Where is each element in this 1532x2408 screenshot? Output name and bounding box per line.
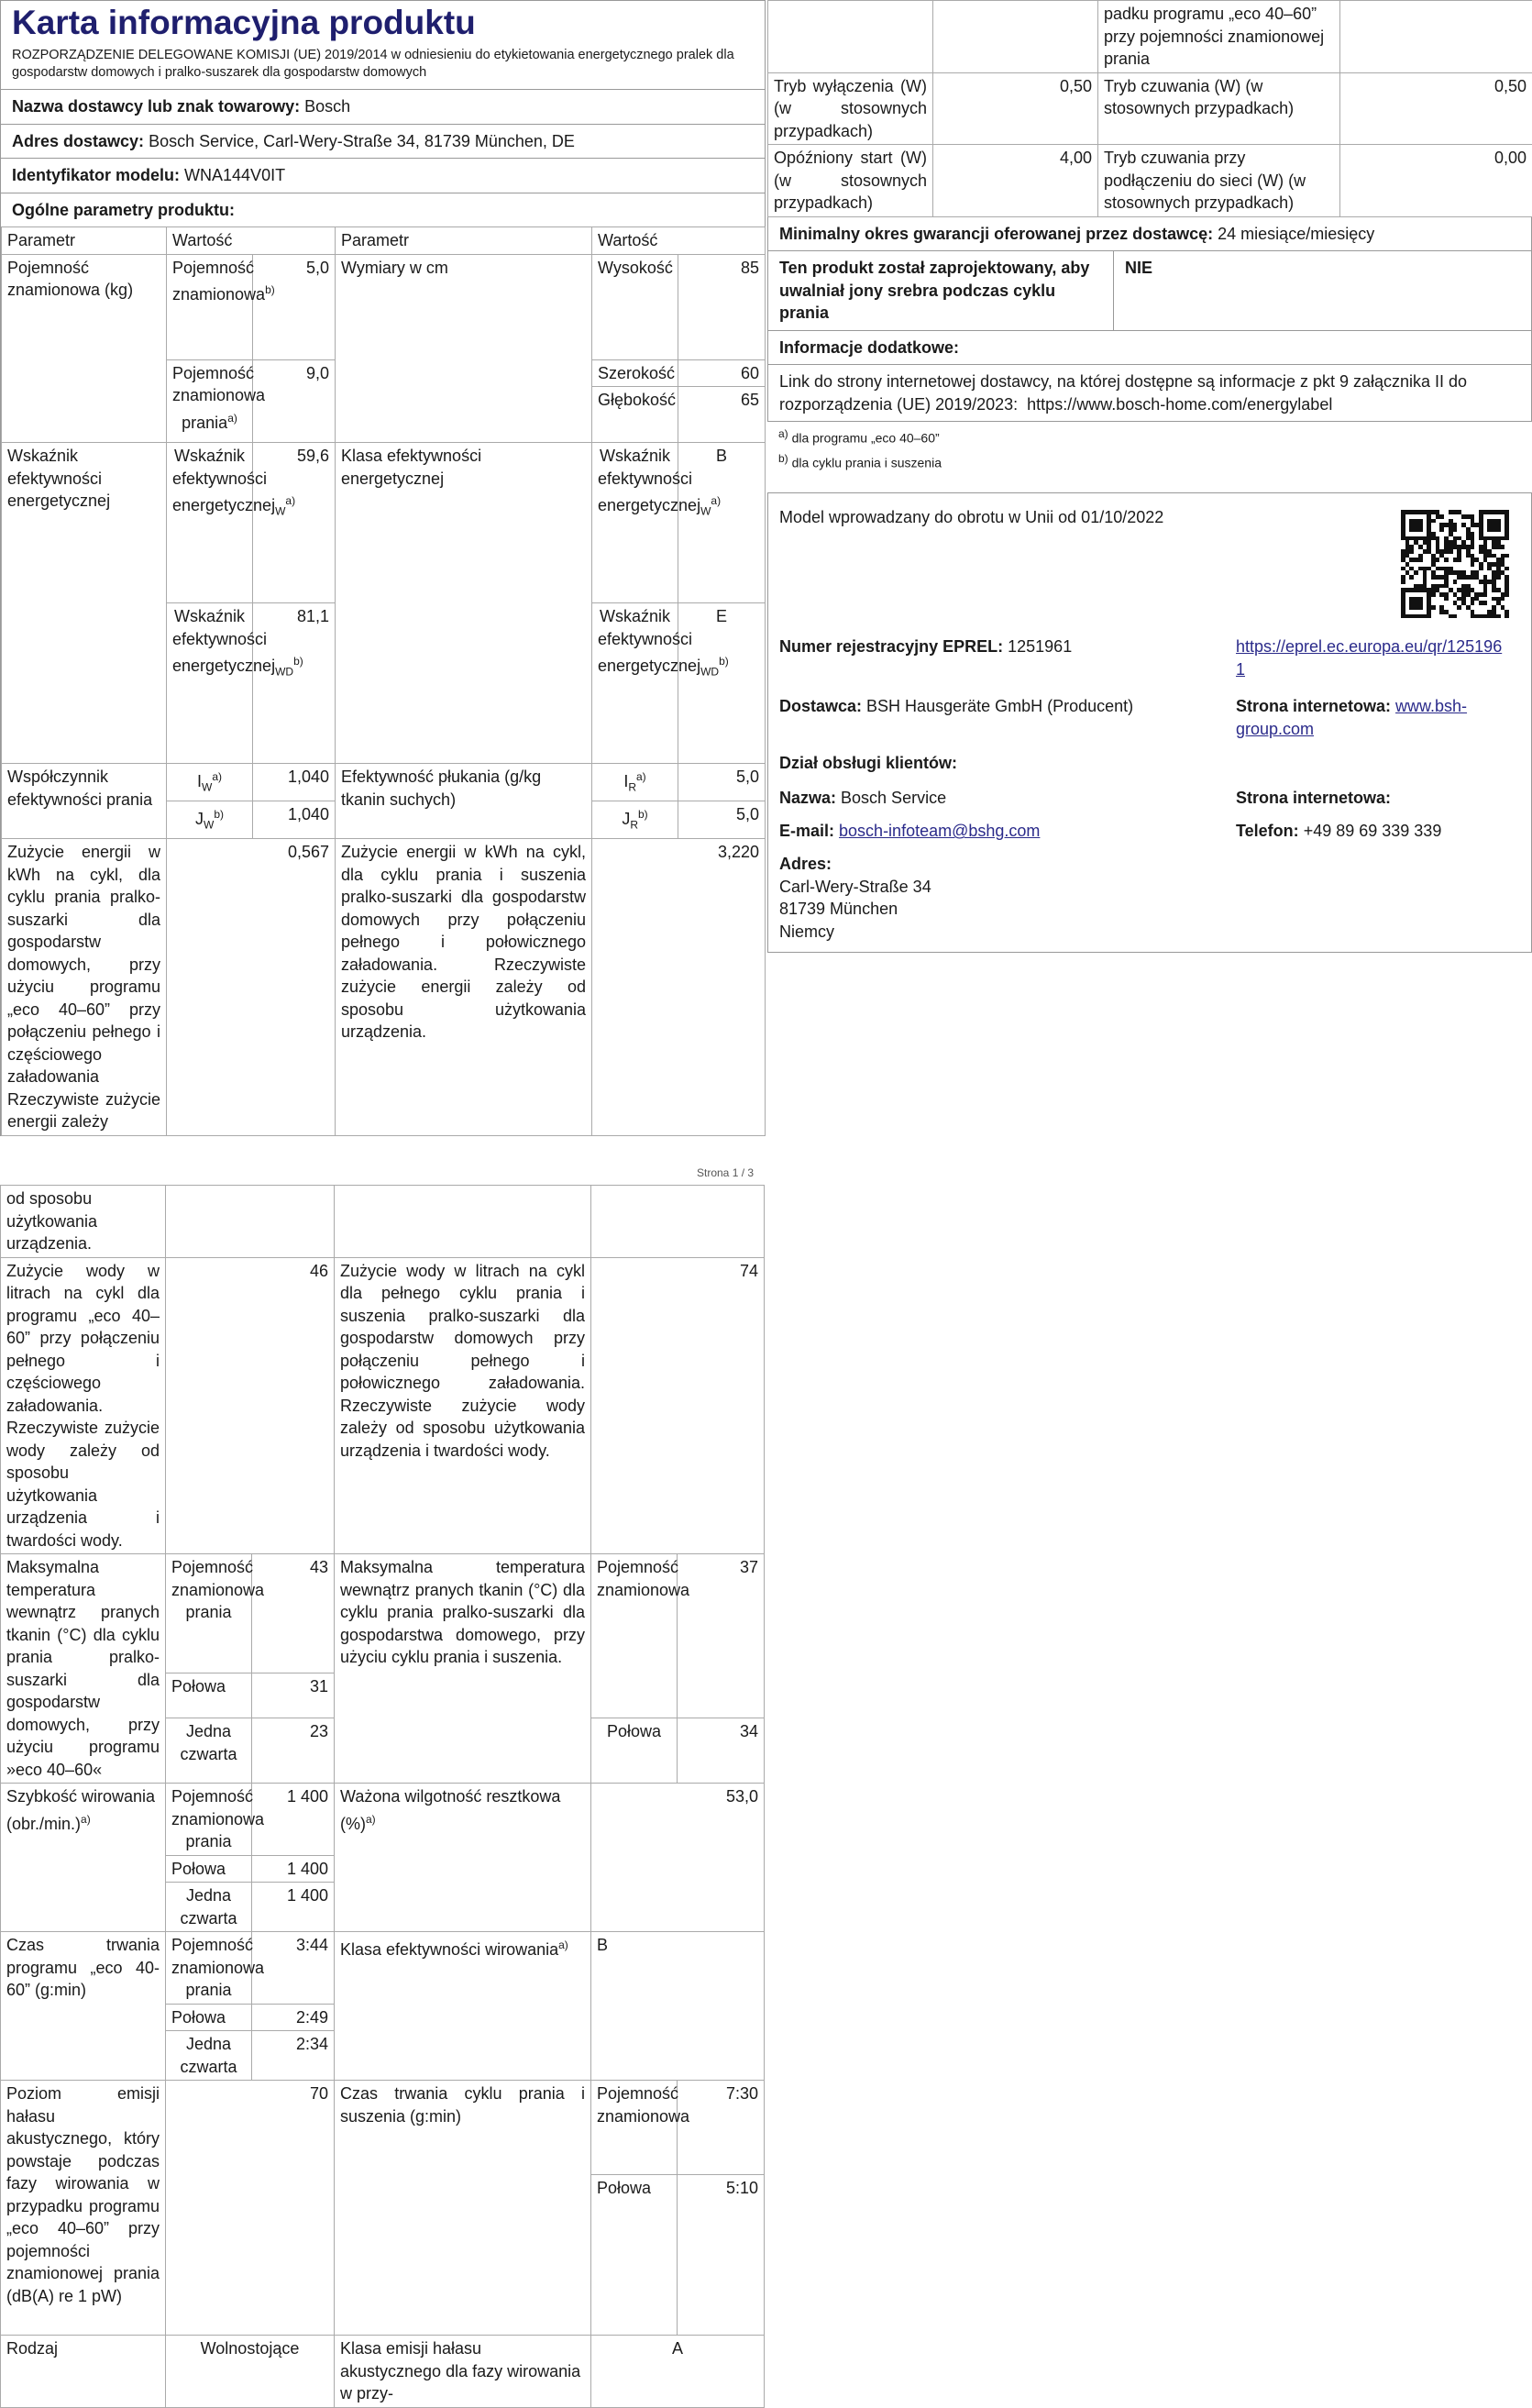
table-row [1,2336,765,2408]
temp-sub-2: Połowa [166,1673,252,1718]
email-link[interactable]: bosch-infoteam@bshg.com [839,822,1040,840]
depth-value: 65 [678,387,766,443]
header-value-2: Wartość [592,227,766,255]
temp-sub-3: Jedna czwarta [166,1718,252,1784]
dry-duration-sub-2: Połowa [591,2175,678,2336]
eprel-box [767,492,1532,953]
energy-cons-label-2: Zużycie energii w kWh na cykl, dla cyklu prania i suszenia pralko-suszarki dla gospodarstw domowych przy połączeniu pełnego i połowicznego załadowania. Rzeczywiste zużycie energii zależy od sposobu użytkowania urządzenia. [336,839,592,1136]
standby-value: 0,50 [1340,72,1532,145]
temp-val-2: 31 [252,1673,335,1718]
model-intro: Model wprowadzany do obrotu w Unii od 01/10/2022 [779,506,1163,529]
dimensions-label: Wymiary w cm [336,254,592,443]
water-label-2: Zużycie wody w litrach na cykl dla pełnego cyklu prania i suszenia pralko-suszarki dla gospodarstw domowych przy połączeniu pełnego i połowicznego załadowania. Rzeczywiste zużycie wody zależy od sposobu użytkowania urządzenia i twardości wody. [335,1257,591,1554]
duration-val-3: 2:34 [252,2031,335,2081]
duration-sub-3: Jedna czwarta [166,2031,252,2081]
table-row [1,1784,765,1856]
temp2-val-2: 34 [678,1718,765,1784]
address-line-2: 81739 München [779,898,931,921]
water-value: 46 [166,1257,335,1554]
energy-cons-label: Zużycie energii w kWh na cykl, dla cyklu prania pralko-suszarki dla gospodarstw domowych, przy użyciu programu „eco 40–60” przy połączeniu pełnego i częściowego załadowania Rzeczywiste zużycie energii zależy [2,839,167,1136]
general-params-row [1,193,765,227]
spin-class-label: Klasa efektywności wirowania$^{a)}$ [335,1932,591,2081]
params-table-2 [0,1185,765,2408]
height-label: Wysokość [592,254,678,359]
footnote-a: a) dla programu „eco 40–60” [778,424,1521,448]
warranty-label: Minimalny okres gwarancji oferowanej przez dostawcę: [779,225,1213,243]
table-row [1,1186,765,1258]
temp-label-2: Maksymalna temperatura wewnątrz pranych tkanin (°C) dla cyklu prania pralko-suszarki dla gospodarstwa domowego, przy użyciu cyklu prania i suszenia. [335,1554,591,1784]
class-val-wd: E [678,603,766,764]
table-row [1,2081,765,2175]
iw-value: 1,040 [253,764,336,801]
type-value: Wolnostojące [166,2336,335,2408]
table-row [2,764,766,801]
address-line-1: Carl-Wery-Straße 34 [779,876,931,899]
eei-val-w: 59,6 [253,443,336,603]
regulation-text: ROZPORZĄDZENIE DELEGOWANE KOMISJI (UE) 2019/2014 w odniesieniu do etykietowania energetycznego pralek dla gospodarstw domowych i pralko-suszarek dla gospodarstw domowych [1,47,765,90]
eprel-row: Numer rejestracyjny EPREL: 1251961 [779,635,1072,658]
spin-val-3: 1 400 [252,1883,335,1932]
eei-sub-wd: Wskaźnik efektywności energetycznej$_{WD}^{b)}$ [167,603,253,764]
params-table [1,226,766,1136]
ir-label: $I_R^{a)}$ [592,764,678,801]
header-param: Parametr [2,227,167,255]
width-label: Szerokość [592,359,678,387]
address-block [779,853,931,943]
info-box [767,217,1532,423]
spin-sub-3: Jedna czwarta [166,1883,252,1932]
spin-val-2: 1 400 [252,1855,335,1883]
jw-label: $J_W^{b)}$ [167,801,253,839]
product-sheet-right [767,0,1532,953]
header-param-2: Parametr [336,227,592,255]
water-label: Zużycie wody w litrach na cykl dla programu „eco 40–60” przy połączeniu pełnego i częściowego załadowania. Rzeczywiste zużycie wody zależy od sposobu użytkowania urządzenia i twardości wody. [1,1257,166,1554]
page-title: Karta informacyjna produktu [1,1,765,47]
address-label: Adres: [779,853,931,876]
supplier-name-row [1,90,765,125]
table-row [768,1,1532,73]
eei-sub-w: Wskaźnik efektywności energetycznej$_W^{a)}$ [167,443,253,603]
jr-value: 5,0 [678,801,766,839]
noise-class-label: Klasa emisji hałasu akustycznego dla fazy wirowania w przy- [335,2336,591,2408]
power-table [767,0,1532,217]
supplier-name-value: Bosch [304,97,350,116]
jr-label: $J_R^{b)}$ [592,801,678,839]
table-row [768,145,1532,217]
table-row [2,443,766,603]
silver-value: NIE [1114,251,1163,330]
energy-class-label: Klasa efektywności energetycznej [336,443,592,764]
eei-val-wd: 81,1 [253,603,336,764]
model-value: WNA144V0IT [184,166,285,184]
off-mode-label: Tryb wyłączenia (W) (w stosownych przypadkach) [768,72,933,145]
supplier-row: Dostawca: BSH Hausgeräte GmbH (Producent) [779,695,1133,718]
energy-cons-value-2: 3,220 [592,839,766,1136]
noise-class-label-cont: padku programu „eco 40–60” przy pojemności znamionowej prania [1098,1,1340,73]
temp2-sub-1: Pojemność znamionowa [591,1554,678,1718]
qr-code-icon[interactable] [1401,510,1509,618]
model-row [1,159,765,193]
duration-label: Czas trwania programu „eco 40-60” (g:min) [1,1932,166,2081]
temp-sub-1: Pojemność znamionowa prania [166,1554,252,1673]
dry-duration-sub-1: Pojemność znamionowa [591,2081,678,2175]
table-row [1,1554,765,1673]
link-text: Link do strony internetowej dostawcy, na której dostępne są informacje z pkt 9 załącznika II do rozporządzenia (UE) 2019/2023: [779,372,1467,414]
delay-start-value: 4,00 [933,145,1098,217]
eprel-link[interactable]: https://eprel.ec.europa.eu/qr/1251961 [1236,635,1511,680]
silver-row [768,251,1531,331]
customer-service-label: Dział obsługi klientów: [779,752,957,775]
off-mode-value: 0,50 [933,72,1098,145]
footnote-b: b) dla cyklu prania i suszenia [778,448,1521,473]
moisture-label: Ważona wilgotność resztkowa (%)$^{a)}$ [335,1784,591,1932]
class-sub-w: Wskaźnik efektywności energetycznej$_W^{a)}$ [592,443,678,603]
dry-duration-val-2: 5:10 [678,2175,765,2336]
moisture-value: 53,0 [591,1784,765,1932]
temp2-sub-2: Połowa [591,1718,678,1784]
temp-val-3: 23 [252,1718,335,1784]
spin-sub-2: Połowa [166,1855,252,1883]
net-standby-value: 0,00 [1340,145,1532,217]
warranty-value: 24 miesiące/miesięcy [1218,225,1374,243]
standby-label: Tryb czuwania (W) (w stosownych przypadkach) [1098,72,1340,145]
table-row [2,839,766,1136]
footnotes [767,422,1532,474]
capacity-val-1: 5,0 [253,254,336,359]
dry-duration-val-1: 7:30 [678,2081,765,2175]
product-sheet-page2 [0,1185,764,2408]
info-label-row [768,331,1531,366]
eei-label: Wskaźnik efektywności energetycznej [2,443,167,764]
address-line-3: Niemcy [779,921,931,944]
duration-sub-1: Pojemność znamionowa prania [166,1932,252,2005]
temp2-val-1: 37 [678,1554,765,1718]
header-value: Wartość [167,227,336,255]
info-label: Informacje dodatkowe: [779,338,959,357]
depth-label: Głębokość [592,387,678,443]
table-row [768,72,1532,145]
supplier-name-label: Nazwa dostawcy lub znak towarowy: [12,97,300,116]
capacity-sub-2: Pojemność znamionowa prania$^{a)}$ [167,359,253,443]
energy-cons-value: 0,567 [167,839,336,1136]
product-sheet-left [0,0,766,1136]
supplier-address-value: Bosch Service, Carl-Wery-Straße 34, 81739 München, DE [149,132,575,150]
table-row [1,1257,765,1554]
supplier-address-label: Adres dostawcy: [12,132,144,150]
water-value-2: 74 [591,1257,765,1554]
duration-sub-2: Połowa [166,2004,252,2031]
spin-sub-1: Pojemność znamionowa prania [166,1784,252,1856]
capacity-label: Pojemność znamionowa (kg) [2,254,167,443]
silver-label: Ten produkt został zaprojektowany, aby uwalniał jony srebra podczas cyklu prania [768,251,1114,330]
jw-value: 1,040 [253,801,336,839]
duration-val-2: 2:49 [252,2004,335,2031]
temp-val-1: 43 [252,1554,335,1673]
delay-start-label: Opóźniony start (W) (w stosownych przypadkach) [768,145,933,217]
table-row [1,1932,765,2005]
class-sub-wd: Wskaźnik efektywności energetycznej$_{WD}^{b)}$ [592,603,678,764]
energy-cons-label-cont: od sposobu użytkowania urządzenia. [1,1186,166,1258]
wash-eff-label: Współczynnik efektywności prania [2,764,167,839]
type-label: Rodzaj [1,2336,166,2408]
link-row [768,365,1531,421]
capacity-val-2: 9,0 [253,359,336,443]
cs-website-label: Strona internetowa: [1236,787,1391,810]
width-value: 60 [678,359,766,387]
spin-val-1: 1 400 [252,1784,335,1856]
cs-name-row: Nazwa: Bosch Service [779,787,946,810]
class-val-w: B [678,443,766,603]
cs-email-row: E-mail: bosch-infoteam@bshg.com [779,820,1040,843]
table-row [2,254,766,359]
model-label: Identyfikator modelu: [12,166,180,184]
noise-class-value: A [591,2336,765,2408]
energylabel-link[interactable]: https://www.bosch-home.com/energylabel [1027,395,1332,414]
rinse-label: Efektywność płukania (g/kg tkanin suchych) [336,764,592,839]
cs-phone-row: Telefon: +49 89 69 339 339 [1236,820,1441,843]
dry-duration-label: Czas trwania cyklu prania i suszenia (g:min) [335,2081,591,2336]
general-params-label: Ogólne parametry produktu: [12,201,235,219]
table-header-row [2,227,766,255]
page-number: Strona 1 / 3 [697,1166,754,1179]
spin-class-value: B [591,1932,765,2081]
website-link[interactable]: www.bsh-group.com [1236,697,1467,738]
duration-val-1: 3:44 [252,1932,335,2005]
ir-value: 5,0 [678,764,766,801]
noise-value: 70 [166,2081,335,2336]
iw-label: $I_W^{a)}$ [167,764,253,801]
net-standby-label: Tryb czuwania przy podłączeniu do sieci (W) (w stosownych przypadkach) [1098,145,1340,217]
spin-label: Szybkość wirowania $(obr./\min.)^{a)}$ [1,1784,166,1932]
supplier-address-row [1,125,765,160]
warranty-row [768,217,1531,252]
noise-label: Poziom emisji hałasu akustycznego, który powstaje podczas fazy wirowania w przypadku programu „eco 40–60” przy pojemności znamionowej prania (dB(A) re 1 pW) [1,2081,166,2336]
capacity-sub-1: Pojemność znamionowa$^{b)}$ [167,254,253,359]
temp-label: Maksymalna temperatura wewnątrz pranych tkanin (°C) dla cyklu prania pralko-suszarki dla gospodarstw domowych, przy użyciu programu »eco 40–60« [1,1554,166,1784]
website-row: Strona internetowa: www.bsh-group.com [1236,695,1511,740]
height-value: 85 [678,254,766,359]
